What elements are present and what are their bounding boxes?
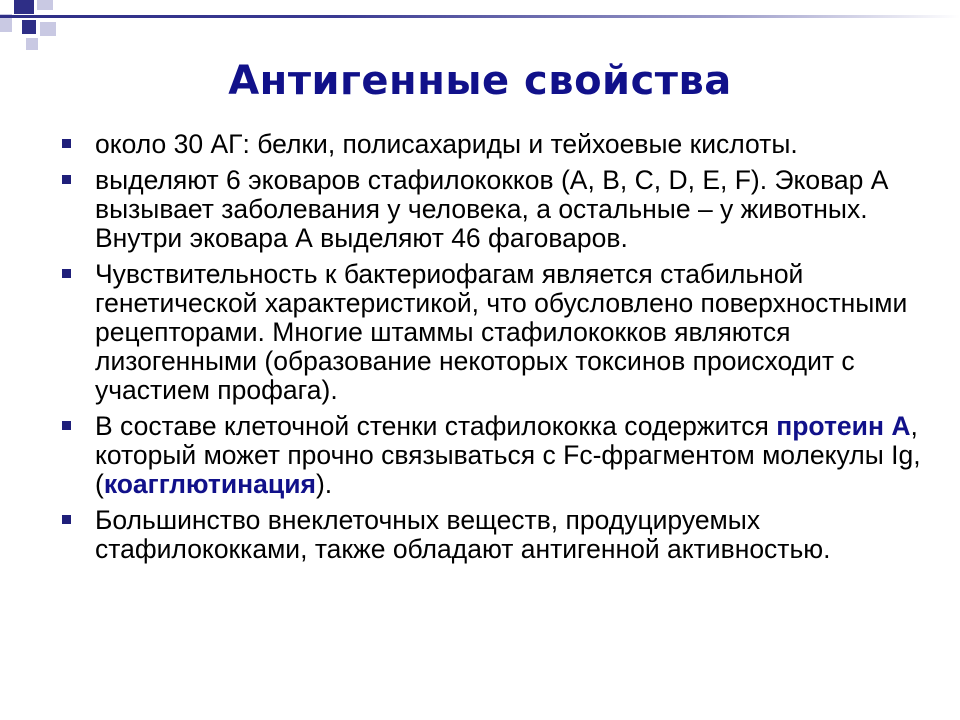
- decor-square-dark-mid: [22, 20, 36, 34]
- bullet-text: [95, 411, 921, 499]
- bullet-text: выделяют 6 эковаров стафилококков (А, В, С, D, Е, F). Эковар А вызывает заболевания у человека, а остальные – у животных. Внутри эковара А выделяют 46 фаговаров.: [95, 165, 889, 253]
- decor-square-light-bottom: [26, 38, 38, 50]
- highlight-coagglutination: коагглютинация: [103, 469, 316, 499]
- square-bullet-icon: [62, 269, 71, 278]
- square-bullet-icon: [62, 515, 71, 524]
- bullet-text-part: , который может прочно связываться с Fc-фрагментом молекулы Ig, (: [95, 411, 921, 499]
- decor-square-light-mid: [40, 22, 56, 36]
- bullet-text: Чувствительность к бактериофагам является стабильной генетической характеристикой, что обусловлено поверхностными рецепторами. Многие штаммы стафилококков являются лизогенными (образование некоторых токсинов происходит с участием профага).: [95, 259, 908, 405]
- bullet-item: [62, 166, 922, 253]
- bullet-text-part: ).: [315, 469, 333, 499]
- bullet-text: около 30 АГ: белки, полисахариды и тейхоевые кислоты.: [95, 129, 798, 159]
- decor-square-dark-top: [14, 0, 34, 14]
- bullet-text: Большинство внеклеточных веществ, продуцируемых стафилококками, также обладают антигенной активностью.: [95, 505, 831, 564]
- decor-square-light-top: [37, 0, 53, 10]
- header-gradient-bar: [0, 15, 960, 18]
- bullet-text-part: В составе клеточной стенки стафилококка содержится: [95, 411, 777, 441]
- slide-title: Антигенные свойства: [228, 58, 732, 104]
- bullet-list: [62, 130, 922, 571]
- bullet-item: [62, 506, 922, 564]
- square-bullet-icon: [62, 175, 71, 184]
- square-bullet-icon: [62, 421, 71, 430]
- bullet-item: [62, 260, 922, 405]
- square-bullet-icon: [62, 139, 71, 148]
- bullet-item: [62, 130, 922, 159]
- highlight-protein-a: протеин А: [776, 411, 911, 441]
- bullet-item: [62, 412, 922, 499]
